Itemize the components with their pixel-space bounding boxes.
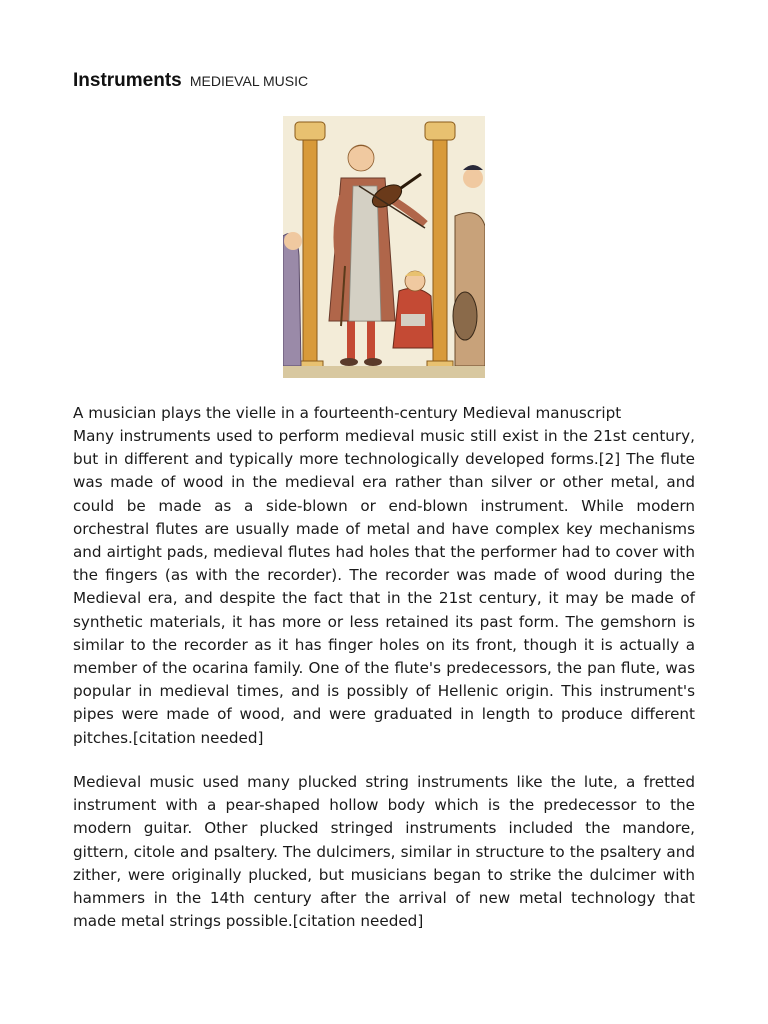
paragraph-flutes: Many instruments used to perform medieval music still exist in the 21st century, but in different and typically more technologically developed forms.[2] The flute was made of wood in the medieval era rather than silver or other metal, and could be made as a side-blown or end-blown instrument. While modern orchestral flutes are usually made of metal and have complex key mechanisms and airtight pads, medieval flutes had holes that the performer had to cover with the fingers (as with the recorder). The recorder was made of wood during the Medieval era, and despite the fact that in the 21st century, it may be made of synthetic materials, it has more or less retained its past form. The gemshorn is similar to the recorder as it has finger holes on its front, though it is actually a member of the ocarina family. One of the flute's predecessors, the pan flute, was popular in medieval times, and is possibly of Hellenic origin. This instrument's pipes were made of wood, and were graduated in length to produce different pitches.[citation needed] xyxy=(73,427,695,747)
figure-caption: A musician plays the vielle in a fourteenth-century Medieval manuscript xyxy=(73,404,622,422)
manuscript-illustration-icon xyxy=(283,116,485,378)
section-heading xyxy=(73,70,308,92)
paragraph-strings: Medieval music used many plucked string instruments like the lute, a fretted instrument with a pear-shaped hollow body which is the predecessor to the modern guitar. Other plucked stringed instruments included the mandore, gittern, citole and psaltery. The dulcimers, similar in structure to the psaltery and zither, were originally plucked, but musicians began to strike the dulcimer with hammers in the 14th century after the arrival of new metal technology that made metal strings possible.[citation needed] xyxy=(73,773,695,931)
manuscript-illustration xyxy=(283,116,485,378)
heading-title: Instruments xyxy=(73,70,182,91)
heading-subtitle: MEDIEVAL MUSIC xyxy=(189,73,309,89)
